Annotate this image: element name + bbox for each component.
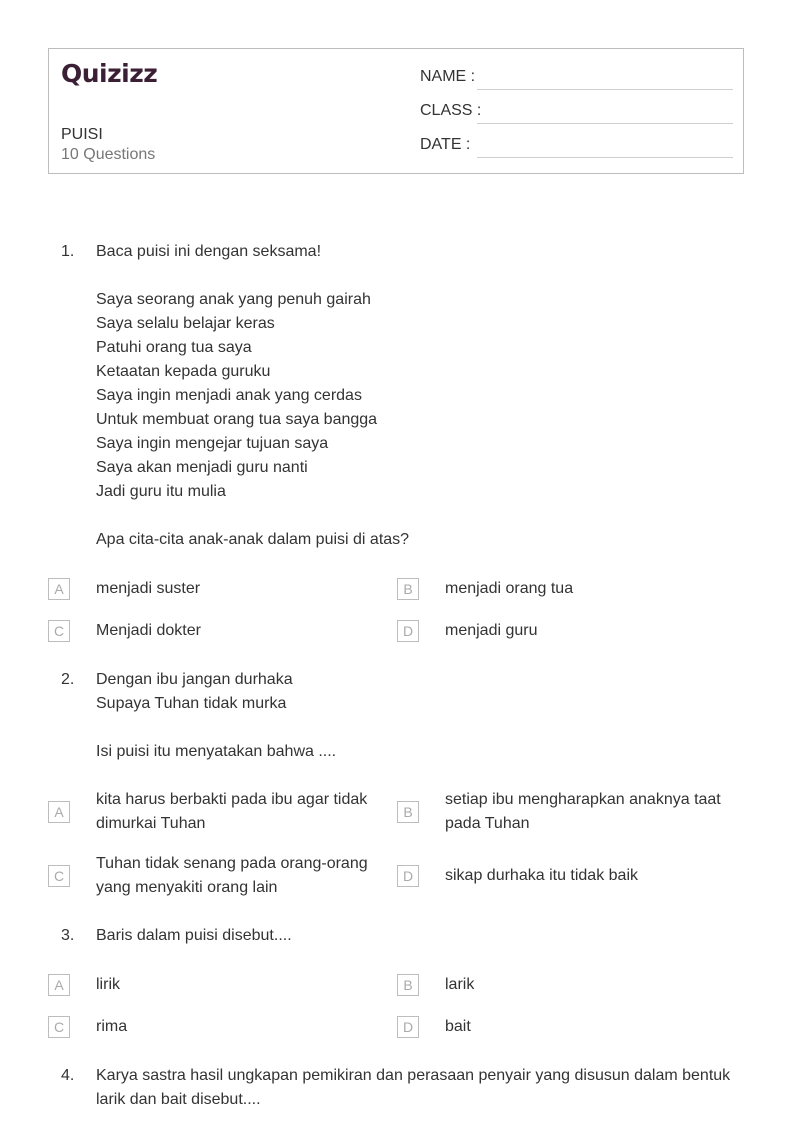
option-text: menjadi orang tua [445, 580, 574, 597]
question-text: Karya sastra hasil ungkapan pemikiran dan perasaan penyair yang disusun dalam bentuk larik dan bait disebut.... [96, 1067, 731, 1108]
option-letter-box: C [48, 620, 70, 642]
option-letter-box: C [48, 865, 70, 887]
worksheet-title: PUISI [61, 126, 103, 143]
question-text: Baris dalam puisi disebut.... [96, 927, 292, 944]
option-letter-box: A [48, 578, 70, 600]
question-count: 10 Questions [61, 146, 156, 163]
option-text: rima [96, 1018, 128, 1035]
question-number: 1. [61, 243, 75, 260]
option-letter-box: B [397, 578, 419, 600]
option-text: menjadi guru [445, 622, 538, 639]
option-letter-box: C [48, 1016, 70, 1038]
option-letter-box: A [48, 974, 70, 996]
option-letter-box: D [397, 1016, 419, 1038]
name-label: NAME : [420, 68, 476, 85]
date-label: DATE : [420, 136, 471, 153]
option-text: Menjadi dokter [96, 622, 201, 639]
name-line [477, 89, 733, 90]
option-text: setiap ibu mengharapkan anaknya taat pada Tuhan [445, 791, 721, 832]
option-letter-box: B [397, 974, 419, 996]
option-letter-box: B [397, 801, 419, 823]
option-letter-box: D [397, 865, 419, 887]
question-text: Baca puisi ini dengan seksama! Saya seorang anak yang penuh gairah Saya selalu belajar keras Patuhi orang tua saya Ketaatan kepada guruku Saya ingin menjadi anak yang cerdas Untuk membuat orang tua saya bangga Saya ingin mengejar tujuan saya Saya akan menjadi guru nanti Jadi guru itu mulia Apa cita-cita anak-anak dalam puisi di atas? [96, 243, 410, 548]
question-text: Dengan ibu jangan durhaka Supaya Tuhan tidak murka Isi puisi itu menyatakan bahwa .... [96, 671, 337, 760]
question-number: 3. [61, 927, 75, 944]
option-text: kita harus berbakti pada ibu agar tidak dimurkai Tuhan [96, 791, 368, 832]
question-number: 2. [61, 671, 75, 688]
option-letter-box: A [48, 801, 70, 823]
option-text: bait [445, 1018, 471, 1035]
date-line [477, 157, 733, 158]
option-text: menjadi suster [96, 580, 201, 597]
option-text: sikap durhaka itu tidak baik [445, 867, 638, 884]
option-letter-box: D [397, 620, 419, 642]
option-text: Tuhan tidak senang pada orang-orang yang menyakiti orang lain [96, 855, 368, 896]
option-text: lirik [96, 976, 120, 993]
class-line [477, 123, 733, 124]
question-number: 4. [61, 1067, 75, 1084]
option-text: larik [445, 976, 475, 993]
class-label: CLASS : [420, 102, 482, 119]
quizizz-logo: Quizizz [61, 59, 158, 88]
worksheet-header [48, 48, 744, 174]
